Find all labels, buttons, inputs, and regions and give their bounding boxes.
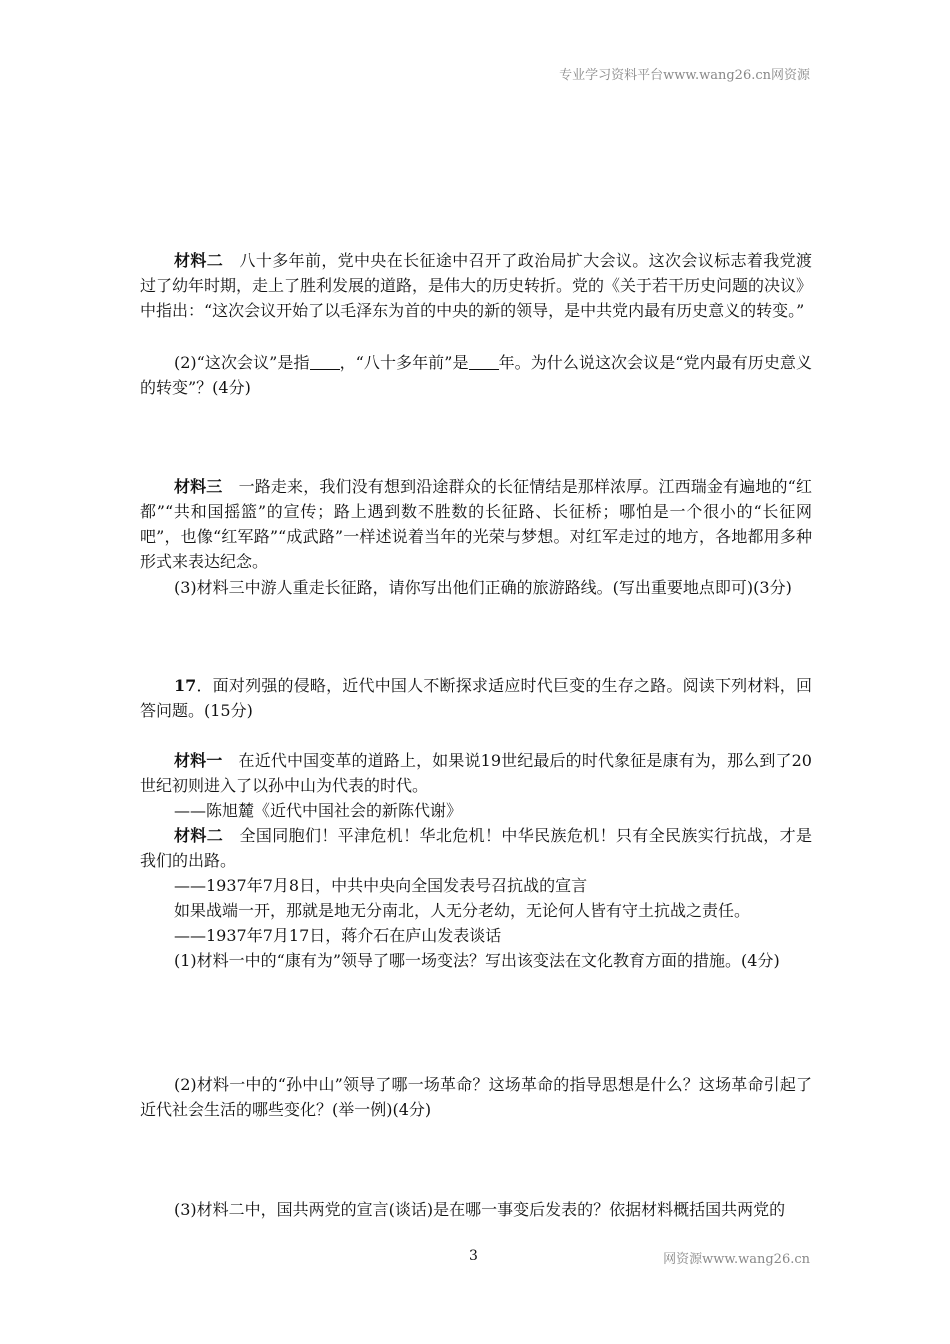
material-2-passage xyxy=(140,248,812,323)
question-17 xyxy=(140,673,812,723)
material-3-passage xyxy=(140,474,812,574)
question-17-3: (3)材料二中，国共两党的宣言(谈话)是在哪一事变后发表的？依据材料概括国共两党的 xyxy=(174,1200,786,1219)
material-3-label: 材料三 xyxy=(174,477,223,496)
material-1b-passage xyxy=(140,748,812,798)
question-2-part3: 年。为什么说这次会议是“党内最有历史意义的转变”？(4分) xyxy=(140,353,812,397)
material-2b-text: 全国同胞们！平津危机！华北危机！中华民族危机！只有全民族实行抗战，才是我们的出路。 xyxy=(140,826,812,870)
answer-blank-1[interactable] xyxy=(310,353,340,370)
material-3-text: 一路走来，我们没有想到沿途群众的长征情结是那样浓厚。江西瑞金有遍地的“红都”“共和国摇篮”的宣传；路上遇到数不胜数的长征路、长征桥；哪怕是一个很小的“长征网吧”，也像“红军路”“成武路”一样述说着当年的光荣与梦想。对红军走过的地方，各地都用多种形式来表达纪念。 xyxy=(140,477,812,571)
material-2-text: 八十多年前，党中央在长征途中召开了政治局扩大会议。这次会议标志着我党渡过了幼年时期，走上了胜利发展的道路，是伟大的历史转折。党的《关于若干历史问题的决议》中指出：“这次会议开始了以毛泽东为首的中央的新的领导，是中共党内最有历史意义的转变。” xyxy=(140,251,813,320)
question-3: (3)材料三中游人重走长征路，请你写出他们正确的旅游路线。(写出重要地点即可)(3分) xyxy=(174,578,792,597)
material-1b-label: 材料一 xyxy=(174,751,223,770)
material-2b-source-1: ——1937年7月8日，中共中央向全国发表号召抗战的宣言 xyxy=(174,876,588,895)
question-17-1: (1)材料一中的“康有为”领导了哪一场变法？写出该变法在文化教育方面的措施。(4分) xyxy=(174,951,780,970)
page-number: 3 xyxy=(469,1248,478,1264)
material-2b-source-2: ——1937年7月17日，蒋介石在庐山发表谈话 xyxy=(174,926,502,945)
question-2-part1: (2)“这次会议”是指 xyxy=(174,353,310,372)
answer-blank-2[interactable] xyxy=(469,353,499,370)
question-2 xyxy=(140,350,812,400)
material-2-label: 材料二 xyxy=(174,251,224,270)
question-2-part2: ，“八十多年前”是 xyxy=(339,353,469,372)
question-17-2: (2)材料一中的“孙中山”领导了哪一场革命？这场革命的指导思想是什么？这场革命引起了近代社会生活的哪些变化？(举一例)(4分) xyxy=(140,1075,812,1119)
material-2b-label: 材料二 xyxy=(174,826,224,845)
material-1b-source: ——陈旭麓《近代中国社会的新陈代谢》 xyxy=(174,801,463,820)
material-2b-quote-2: 如果战端一开，那就是地无分南北，人无分老幼，无论何人皆有守土抗战之责任。 xyxy=(174,901,751,920)
header-watermark: 专业学习资料平台www.wang26.cn网资源 xyxy=(559,68,810,83)
question-17-number: 17 xyxy=(174,676,197,695)
question-17-text: ．面对列强的侵略，近代中国人不断探求适应时代巨变的生存之路。阅读下列材料，回答问题。(15分) xyxy=(140,676,812,720)
footer-watermark: 网资源www.wang26.cn xyxy=(663,1252,810,1267)
material-2b-passage xyxy=(140,823,812,873)
material-1b-text: 在近代中国变革的道路上，如果说19世纪最后的时代象征是康有为，那么到了20世纪初则进入了以孙中山为代表的时代。 xyxy=(140,751,812,795)
